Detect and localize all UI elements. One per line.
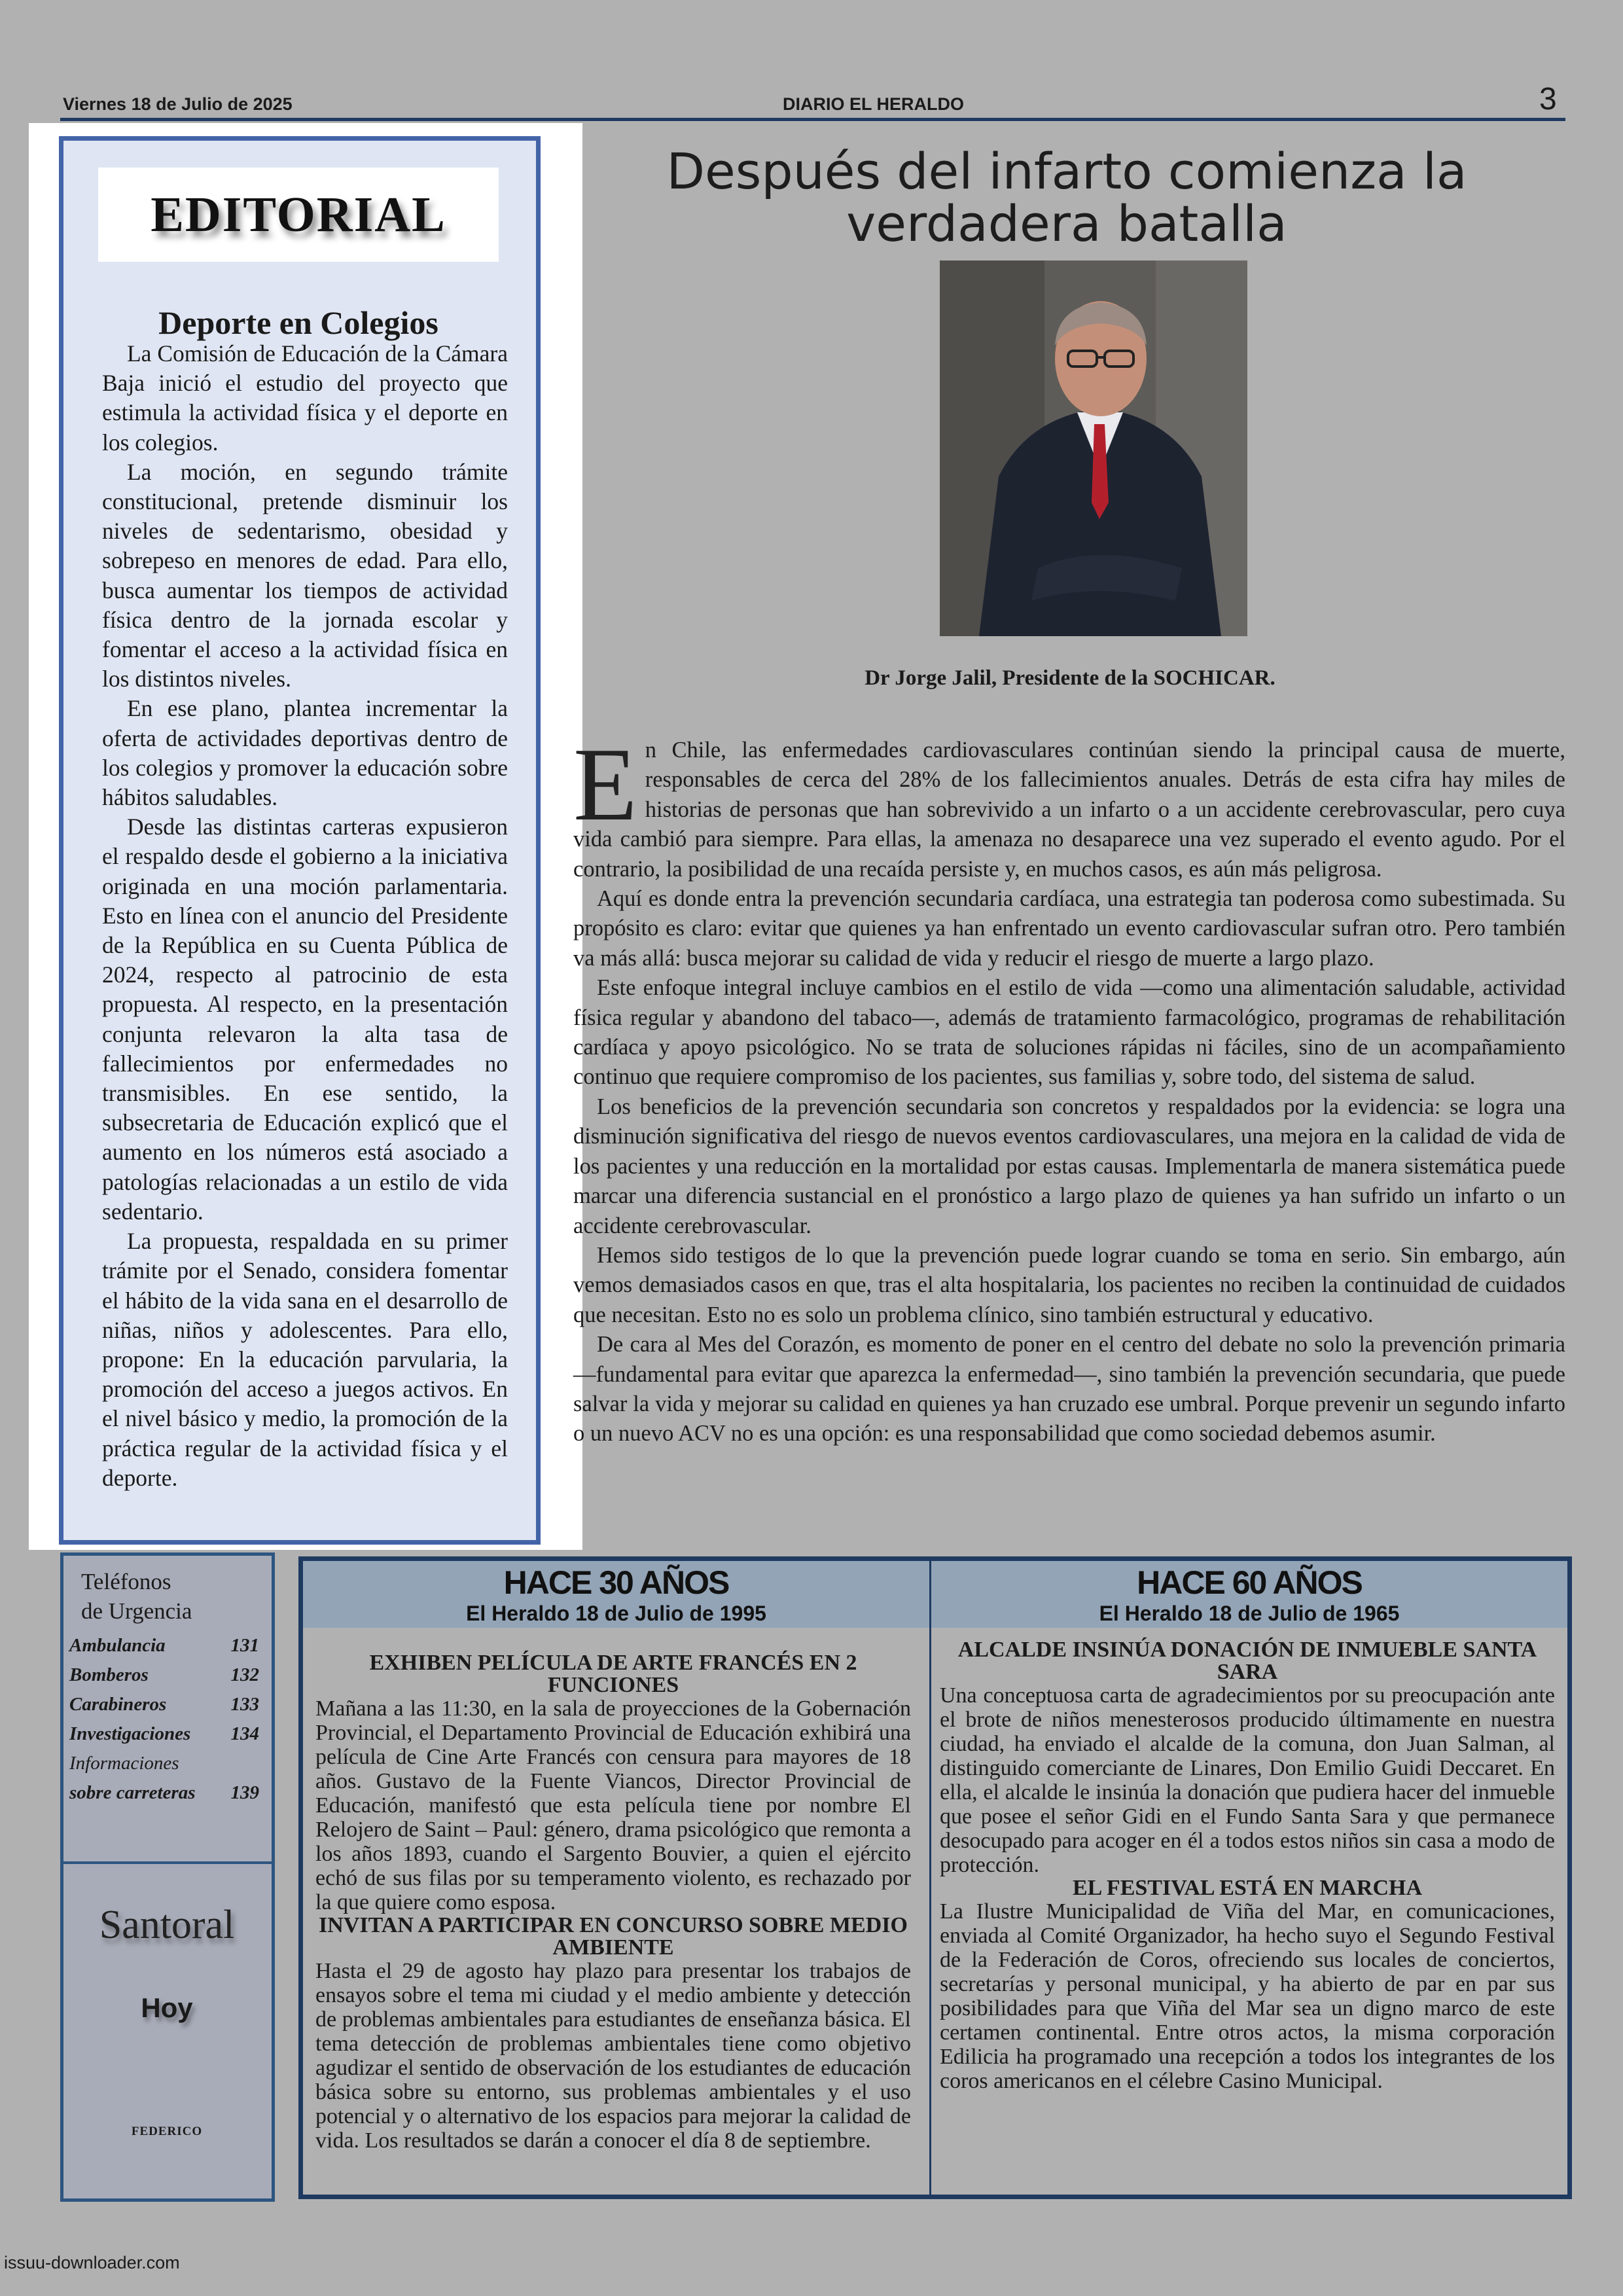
hace30-story1-title: EXHIBEN PELÍCULA DE ARTE FRANCÉS EN 2 FUNCIONES xyxy=(369,1651,857,1697)
phone-number: 131 xyxy=(230,1635,259,1656)
santoral-title: Santoral xyxy=(99,1903,235,1947)
phone-label: Investigaciones xyxy=(69,1723,191,1744)
hace30-story2-title: INVITAN A PARTICIPAR EN CONCURSO SOBRE MEDIO AMBIENTE xyxy=(319,1913,908,1960)
phone-number: 139 xyxy=(230,1782,259,1803)
hace60-heading: HACE 60 AÑOS xyxy=(1137,1564,1362,1601)
editorial-banner-text: EDITORIAL xyxy=(151,187,446,242)
hace60-story1-title: ALCALDE INSINÚA DONACIÓN DE INMUEBLE SANTA SARA xyxy=(957,1638,1537,1684)
header-date: Viernes 18 de Julio de 2025 xyxy=(63,94,293,114)
phone-label: Ambulancia xyxy=(69,1635,166,1656)
editorial-paragraph: La moción, en segundo trámite constitucional, pretende disminuir los niveles de sedentarismo, obesidad y sobrepeso en menores de edad. Para ello, busca aumentar los tiempos de actividad física dentro de la jornada escolar y fomentar el acceso a la actividad física en los distintos niveles. xyxy=(102,458,508,692)
history-divider xyxy=(929,1560,931,2197)
article-paragraph: Los beneficios de la prevención secundaria son concretos y respaldados por la evidencia: se logra una disminución significativa del riesgo de nuevos eventos cardiovasculares, una mejora en la calidad de vida de los pacientes y una reducción en la mortalidad por estas causas. Implementarla de manera sistemática puede marcar una diferencia sustancial en el pronóstico a largo plazo de quienes ya han sufrido un infarto o un accidente cerebrovascular. xyxy=(573,1094,1565,1238)
phone-number: 133 xyxy=(230,1694,259,1715)
article-paragraph: De cara al Mes del Corazón, es momento de poner en el centro del debate no solo la prevención primaria —fundamental para evitar que aparezca la enfermedad—, sino también la prevención secundaria, que puede salvar la vida y mejorar su calidad en quienes ya han cruzado ese umbral. Porque prevenir un segundo infarto o un nuevo ACV no es una opción: es una responsabilidad que como sociedad debemos asumir. xyxy=(573,1332,1565,1446)
editorial-paragraph: La Comisión de Educación de la Cámara Baja inició el estudio del proyecto que estimula la actividad física y el deporte en los colegios. xyxy=(102,340,508,456)
article-paragraph xyxy=(573,726,1565,884)
hace30-header xyxy=(303,1561,929,1628)
phone-info-label: Informaciones xyxy=(69,1753,179,1774)
editorial-banner xyxy=(98,168,499,262)
editorial-body xyxy=(102,339,508,1493)
editorial-paragraph: Desde las distintas carteras expusieron el respaldo desde el gobierno a la iniciativa originada en una moción parlamentaria. Esto en línea con el anuncio del Presidente de la República en su Cuenta Pública de 2024, respecto al patrocinio de esta propuesta. Al respecto, en la presentación conjunta relevaron la alta tasa de fallecimientos por enfermedades no transmisibles. En ese sentido, la subsecretaria de Educación explicó que el aumento en los números está asociado a patologías relacionadas a un estilo de vida sedentario. xyxy=(102,814,508,1225)
phones-divider xyxy=(60,1861,275,1864)
hace60-subheading: El Heraldo 18 de Julio de 1965 xyxy=(1099,1602,1400,1625)
portrait-photo xyxy=(940,260,1247,636)
hace60-story2-title: EL FESTIVAL ESTÁ EN MARCHA xyxy=(1072,1876,1423,1900)
santoral-saint: FEDERICO xyxy=(131,2125,203,2138)
santoral-today: Hoy xyxy=(141,1992,193,2023)
hace60-column xyxy=(940,1639,1555,2093)
photo-caption: Dr Jorge Jalil, Presidente de la SOCHICAR. xyxy=(865,666,1275,690)
footer-watermark: issuu-downloader.com xyxy=(4,2253,180,2272)
hace30-heading: HACE 30 AÑOS xyxy=(503,1564,729,1601)
phone-number: 134 xyxy=(230,1723,259,1744)
phones-title xyxy=(81,1567,251,1626)
phone-label: Bomberos xyxy=(69,1664,149,1685)
article-first-paragraph: n Chile, las enfermedades cardiovasculares continúan siendo la principal causa de muerte, responsables de cerca del 28% de los fallecimientos anuales. Detrás de esta cifra hay miles de historias de personas que han sobrevivido a un infarto o a un accidente cerebrovascular, pero cuya vida cambió para siempre. Para ellas, la amenaza no desaparece una vez superado el evento agudo. Por el contrario, la posibilidad de una recaída persiste y, en muchos casos, es aún más peligrosa. xyxy=(573,738,1565,882)
header-rule xyxy=(60,118,1565,121)
hace30-subheading: El Heraldo 18 de Julio de 1995 xyxy=(466,1602,766,1625)
phone-label: Carabineros xyxy=(69,1694,167,1715)
hace60-story1-body: Una conceptuosa carta de agradecimientos por su preocupación ante el brote de niños menesterosos producido últimamente en nuestra ciudad, ha enviado el alcalde de la comuna, don Juan Salman, al distinguido comerciante de Linares, Don Emilio Guidi Deccaret. En ella, el alcalde le insinúa la donación que pudiera hacer del inmueble que posee el señor Gidi en el Fundo Santa Sara y que permanece desocupado para acoger en él a todos estos niños sin casa a modo de protección. xyxy=(940,1683,1555,1877)
hace60-header xyxy=(931,1561,1567,1628)
header-page-number: 3 xyxy=(1539,82,1557,117)
hace30-column xyxy=(315,1652,911,2153)
article-title: Después del infarto comienza la verdadera batalla xyxy=(666,142,1467,253)
drop-cap: E xyxy=(573,726,637,842)
phones-title-line: Teléfonos xyxy=(81,1569,171,1594)
header-paper-name: DIARIO EL HERALDO xyxy=(783,94,965,114)
hace30-story2-body: Hasta el 29 de agosto hay plazo para presentar los trabajos de ensayos sobre el tema mi ciudad y el medio ambiente y detección de problemas ambientales para estudiantes de enseñanza básica. El tema detección de problemas ambientales tiene como objetivo agudizar el sentido de observación de los estudiantes de educación básica sobre su entorno, sus problemas ambientales y el uso potencial y o alternativo de los espacios para mejorar la calidad de vida. Los resultados se darán a conocer el día 8 de septiembre. xyxy=(315,1959,911,2153)
phone-row xyxy=(69,1782,259,1804)
phone-row xyxy=(69,1635,259,1657)
phone-number: 132 xyxy=(230,1664,259,1685)
phone-row xyxy=(69,1664,259,1686)
phone-row xyxy=(69,1694,259,1715)
hace60-story2-body: La Ilustre Municipalidad de Viña del Mar, en comunicaciones, enviada al Comité Organizador, ha hecho suyo el Segundo Festival de la Federación de Coros, ofreciendo sus locales de conciertos, secretarías y personal municipal, y ha abierto de par en par sus posibilidades para que Viña del Mar sea un digno marco de este certamen continental. Entre otros actos, la misma corporación Edilicia ha programado una recepción a todos los integrantes de los coros americanos en el célebre Casino Municipal. xyxy=(940,1899,1555,2093)
phones-title-line: de Urgencia xyxy=(81,1598,192,1624)
article-paragraph: Aquí es donde entra la prevención secundaria cardíaca, una estrategia tan poderosa como subestimada. Su propósito es claro: evitar que quienes ya han enfrentado un evento cardiovascular sufran otro. Pero también va más allá: busca mejorar su calidad de vida y reducir el riesgo de muerte a largo plazo. xyxy=(573,886,1565,971)
phone-label: sobre carreteras xyxy=(69,1782,196,1803)
article-paragraph: Hemos sido testigos de lo que la prevención puede lograr cuando se toma en serio. Sin embargo, aún vemos demasiados casos en que, tras el alta hospitalaria, los pacientes no reciben la continuidad de cuidados que necesitan. Esto no es solo un problema clínico, sino también estructural y educativo. xyxy=(573,1242,1565,1327)
editorial-title: Deporte en Colegios xyxy=(158,304,438,341)
portrait-illustration xyxy=(940,260,1247,636)
hace30-story1-body: Mañana a las 11:30, en la sala de proyecciones de la Gobernación Provincial, el Departamento Provincial de Educación exhibirá una película de Cine Arte Francés con censura para mayores de 18 años. Gustavo de la Fuente Viancos, Director Provincial de Educación, manifestó que esta película tiene por nombre El Relojero de Saint – Paul: género, drama psicológico que remonta a los años 1893, cuando el Sargento Bouvier, a quien el ejército echó de sus filas por su temperamento violento, es rechazado por la que quiere como esposa. xyxy=(315,1696,911,1914)
phone-row xyxy=(69,1723,259,1745)
editorial-paragraph: En ese plano, plantea incrementar la oferta de actividades deportivas dentro de los colegios y promover la educación sobre hábitos saludables. xyxy=(102,695,508,811)
article-paragraph: Este enfoque integral incluye cambios en el estilo de vida —como una alimentación saludable, actividad física regular y abandono del tabaco—, además de tratamiento farmacológico, programas de rehabilitación cardíaca y apoyo psicológico. No se trata de soluciones rápidas ni fáciles, sino de un acompañamiento continuo que requiere compromiso de los pacientes, sus familias y, sobre todo, del sistema de salud. xyxy=(573,975,1565,1090)
article-body xyxy=(573,726,1565,1449)
editorial-paragraph: La propuesta, respaldada en su primer trámite por el Senado, considera fomentar el hábito de la vida sana en el desarrollo de niñas, niños y adolescentes. Para ello, propone: En la educación parvularia, la promoción del acceso a juegos activos. En el nivel básico y medio, la promoción de la práctica regular de la actividad física y el deporte. xyxy=(102,1228,508,1491)
